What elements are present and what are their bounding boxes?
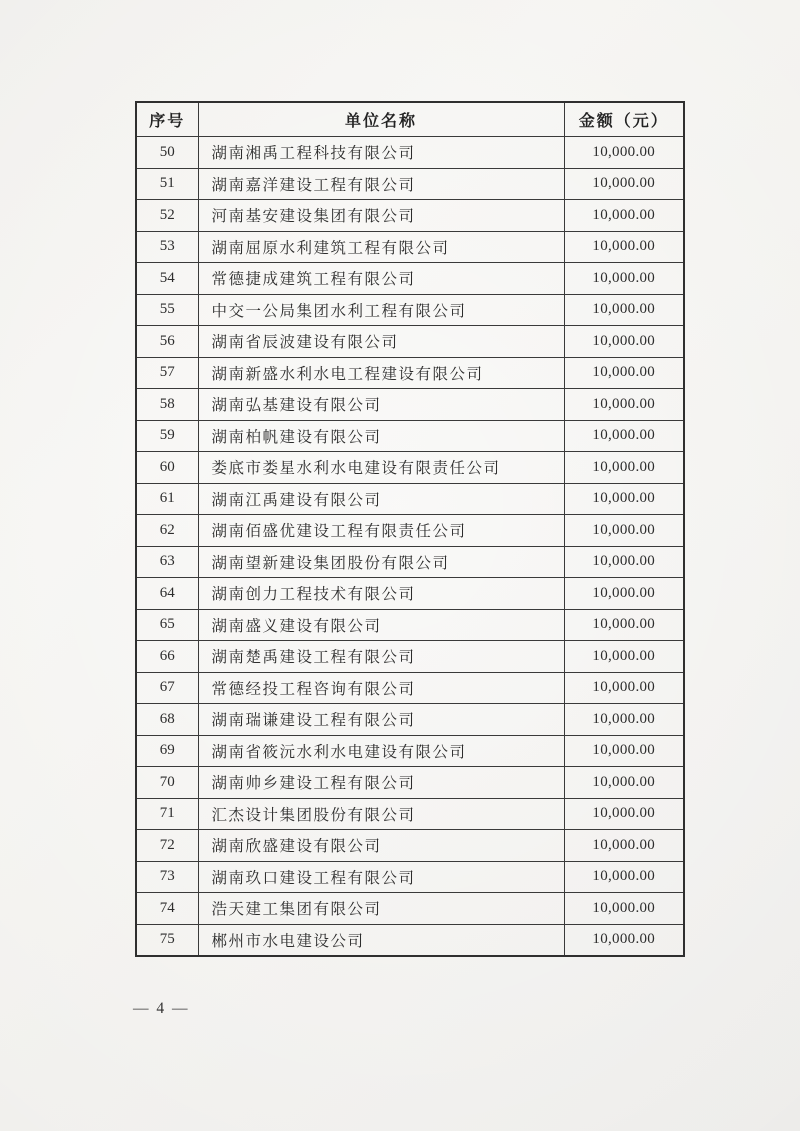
row-amount: 10,000.00 [564, 798, 684, 830]
table-row [136, 389, 684, 421]
row-amount: 10,000.00 [564, 893, 684, 925]
row-serial-number: 61 [136, 483, 198, 515]
row-serial-number: 66 [136, 641, 198, 673]
row-company-name: 娄底市娄星水利水电建设有限责任公司 [198, 452, 564, 484]
row-company-name: 湖南欣盛建设有限公司 [198, 830, 564, 862]
row-serial-number: 70 [136, 767, 198, 799]
row-amount: 10,000.00 [564, 263, 684, 295]
table-row [136, 483, 684, 515]
table-row [136, 735, 684, 767]
row-company-name: 湖南瑞谦建设工程有限公司 [198, 704, 564, 736]
row-serial-number: 68 [136, 704, 198, 736]
row-company-name: 湖南省辰波建设有限公司 [198, 326, 564, 358]
row-company-name: 湖南江禹建设有限公司 [198, 483, 564, 515]
row-amount: 10,000.00 [564, 672, 684, 704]
table-row [136, 515, 684, 547]
row-company-name: 湖南嘉洋建设工程有限公司 [198, 168, 564, 200]
row-amount: 10,000.00 [564, 389, 684, 421]
table-row [136, 200, 684, 232]
row-amount: 10,000.00 [564, 452, 684, 484]
row-amount: 10,000.00 [564, 704, 684, 736]
row-amount: 10,000.00 [564, 578, 684, 610]
row-amount: 10,000.00 [564, 641, 684, 673]
row-amount: 10,000.00 [564, 357, 684, 389]
table-row [136, 452, 684, 484]
table-row [136, 924, 684, 956]
row-serial-number: 74 [136, 893, 198, 925]
row-amount: 10,000.00 [564, 420, 684, 452]
table-row [136, 578, 684, 610]
row-amount: 10,000.00 [564, 137, 684, 169]
row-serial-number: 69 [136, 735, 198, 767]
row-serial-number: 67 [136, 672, 198, 704]
row-company-name: 湖南屈原水利建筑工程有限公司 [198, 231, 564, 263]
table-header-row [136, 102, 684, 137]
table-body [136, 137, 684, 957]
row-serial-number: 59 [136, 420, 198, 452]
row-serial-number: 62 [136, 515, 198, 547]
row-company-name: 浩天建工集团有限公司 [198, 893, 564, 925]
row-serial-number: 71 [136, 798, 198, 830]
row-company-name: 河南基安建设集团有限公司 [198, 200, 564, 232]
table-row [136, 861, 684, 893]
row-serial-number: 57 [136, 357, 198, 389]
row-amount: 10,000.00 [564, 515, 684, 547]
table-row [136, 798, 684, 830]
row-serial-number: 55 [136, 294, 198, 326]
row-amount: 10,000.00 [564, 830, 684, 862]
table-row [136, 830, 684, 862]
table-row [136, 546, 684, 578]
row-serial-number: 50 [136, 137, 198, 169]
row-amount: 10,000.00 [564, 546, 684, 578]
payment-table [135, 101, 685, 957]
header-unit-name: 单位名称 [198, 102, 564, 137]
row-company-name: 常德经投工程咨询有限公司 [198, 672, 564, 704]
row-serial-number: 75 [136, 924, 198, 956]
table-row [136, 767, 684, 799]
row-company-name: 湖南省筱沅水利水电建设有限公司 [198, 735, 564, 767]
table-row [136, 294, 684, 326]
table-row [136, 704, 684, 736]
row-serial-number: 51 [136, 168, 198, 200]
table-row [136, 326, 684, 358]
header-serial-number: 序号 [136, 102, 198, 137]
table-row [136, 420, 684, 452]
row-company-name: 湖南玖口建设工程有限公司 [198, 861, 564, 893]
row-company-name: 湖南帅乡建设工程有限公司 [198, 767, 564, 799]
table-row [136, 231, 684, 263]
row-company-name: 湖南楚禹建设工程有限公司 [198, 641, 564, 673]
row-company-name: 湖南望新建设集团股份有限公司 [198, 546, 564, 578]
table-row [136, 137, 684, 169]
row-serial-number: 65 [136, 609, 198, 641]
row-amount: 10,000.00 [564, 609, 684, 641]
row-amount: 10,000.00 [564, 483, 684, 515]
table-row [136, 609, 684, 641]
row-amount: 10,000.00 [564, 200, 684, 232]
page-number: — 4 — [133, 1000, 190, 1017]
row-amount: 10,000.00 [564, 168, 684, 200]
row-serial-number: 73 [136, 861, 198, 893]
row-amount: 10,000.00 [564, 767, 684, 799]
row-amount: 10,000.00 [564, 231, 684, 263]
row-amount: 10,000.00 [564, 735, 684, 767]
row-serial-number: 64 [136, 578, 198, 610]
row-amount: 10,000.00 [564, 924, 684, 956]
row-company-name: 湖南创力工程技术有限公司 [198, 578, 564, 610]
row-company-name: 湖南新盛水利水电工程建设有限公司 [198, 357, 564, 389]
table-row [136, 893, 684, 925]
row-company-name: 汇杰设计集团股份有限公司 [198, 798, 564, 830]
row-company-name: 湖南湘禹工程科技有限公司 [198, 137, 564, 169]
row-serial-number: 58 [136, 389, 198, 421]
row-amount: 10,000.00 [564, 326, 684, 358]
row-serial-number: 54 [136, 263, 198, 295]
row-company-name: 常德捷成建筑工程有限公司 [198, 263, 564, 295]
row-serial-number: 63 [136, 546, 198, 578]
row-company-name: 湖南盛义建设有限公司 [198, 609, 564, 641]
row-company-name: 湖南佰盛优建设工程有限责任公司 [198, 515, 564, 547]
table-row [136, 641, 684, 673]
row-serial-number: 53 [136, 231, 198, 263]
row-serial-number: 72 [136, 830, 198, 862]
row-company-name: 湖南弘基建设有限公司 [198, 389, 564, 421]
row-serial-number: 52 [136, 200, 198, 232]
table-row [136, 357, 684, 389]
table-row [136, 263, 684, 295]
row-company-name: 中交一公局集团水利工程有限公司 [198, 294, 564, 326]
header-amount-yuan: 金额（元） [564, 102, 684, 137]
row-company-name: 湖南柏帆建设有限公司 [198, 420, 564, 452]
row-amount: 10,000.00 [564, 861, 684, 893]
table-row [136, 168, 684, 200]
row-company-name: 郴州市水电建设公司 [198, 924, 564, 956]
row-amount: 10,000.00 [564, 294, 684, 326]
table-row [136, 672, 684, 704]
row-serial-number: 60 [136, 452, 198, 484]
row-serial-number: 56 [136, 326, 198, 358]
